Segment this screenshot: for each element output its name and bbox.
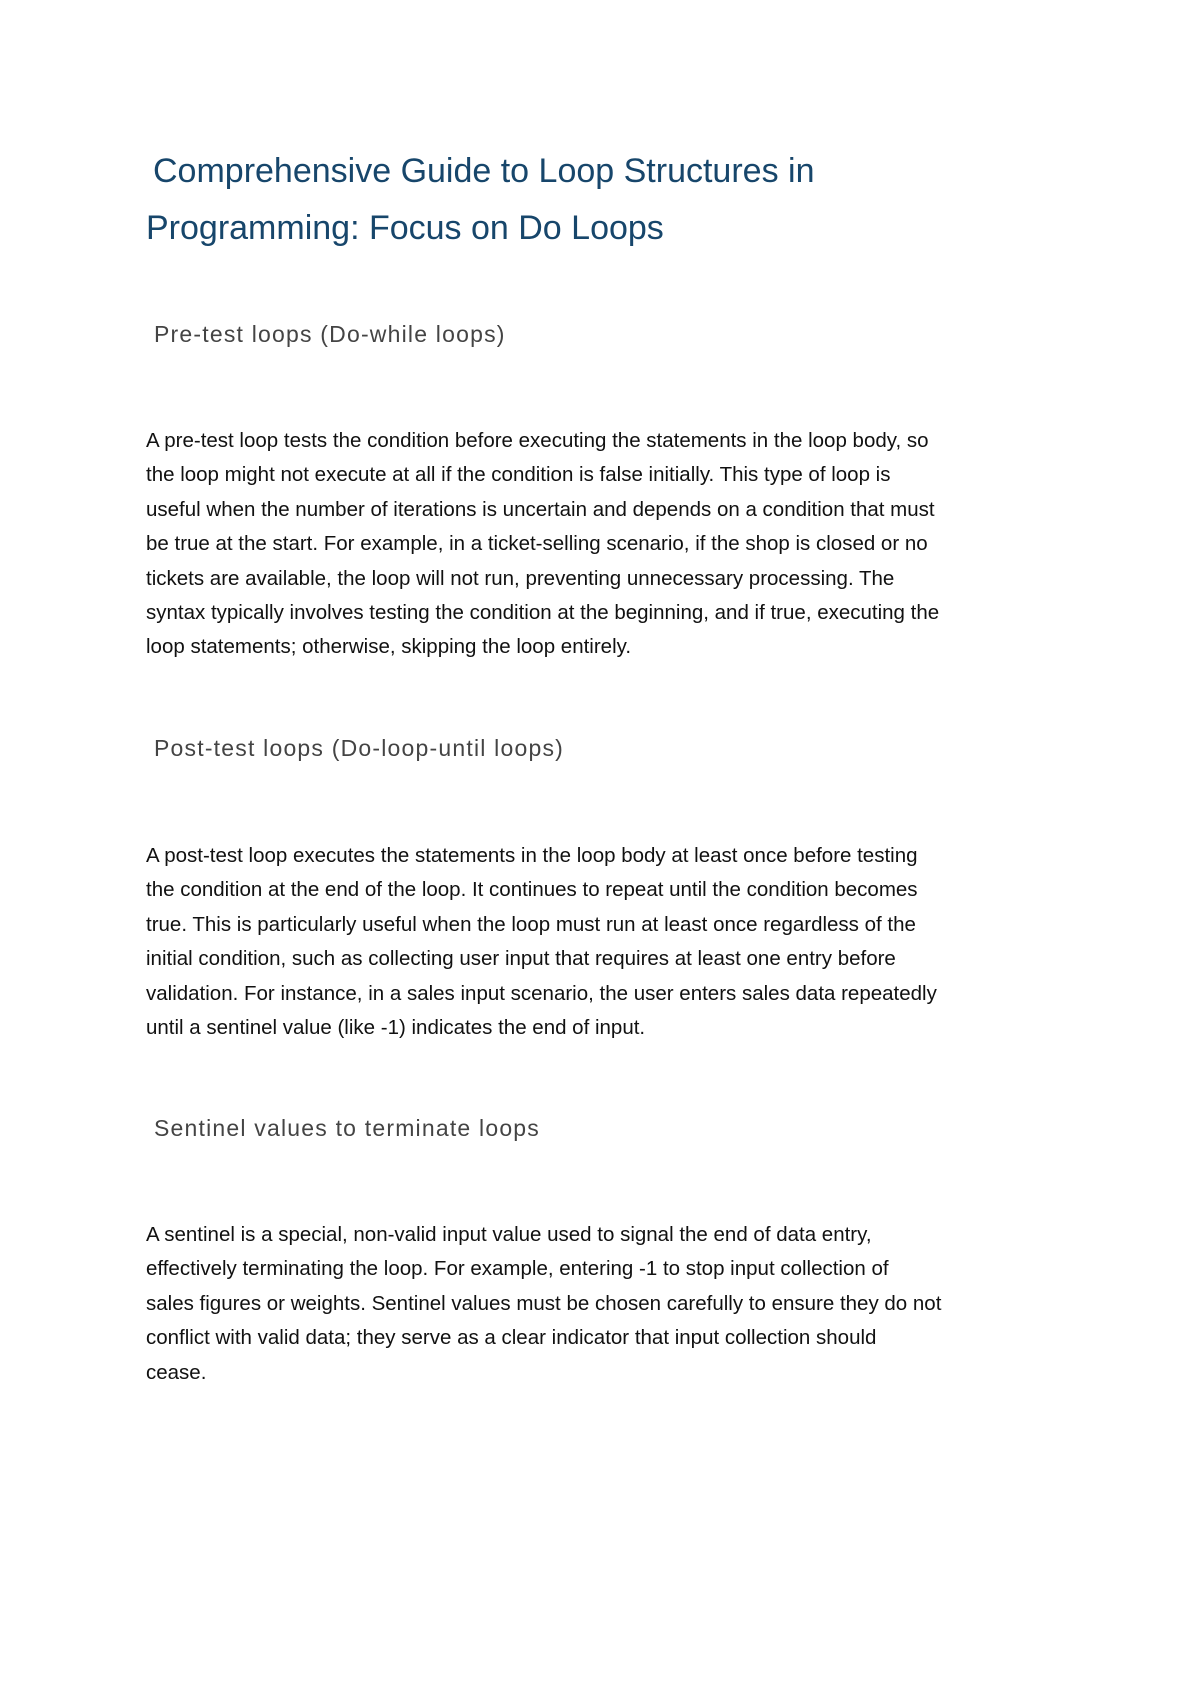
paragraph-line: tickets are available, the loop will not run, preventing unnecessary processing. The [146, 566, 895, 590]
paragraph-line: sales figures or weights. Sentinel values must be chosen carefully to ensure they do not [146, 1291, 942, 1315]
paragraph-line: the condition at the end of the loop. It continues to repeat until the condition becomes [146, 878, 918, 902]
paragraph-line: A sentinel is a special, non-valid input value used to signal the end of data entry, [146, 1223, 872, 1246]
paragraph-line: initial condition, such as collecting user input that requires at least one entry before [146, 947, 896, 971]
document-title [146, 143, 1066, 257]
paragraph-line: conflict with valid data; they serve as a clear indicator that input collection should [146, 1326, 877, 1350]
paragraph-line: until a sentinel value (like -1) indicates the end of input. [146, 1016, 646, 1040]
paragraph-line: the loop might not execute at all if the condition is false initially. This type of loop is [146, 463, 891, 487]
section-heading-sentinel: Sentinel values to terminate loops [154, 1115, 541, 1141]
paragraph-pre-test [146, 424, 1066, 665]
section-heading-post-test: Post-test loops (Do-loop-until loops) [154, 735, 565, 761]
paragraph-line: validation. For instance, in a sales input scenario, the user enters sales data repeatedly [146, 981, 937, 1005]
section-heading-pre-test: Pre-test loops (Do-while loops) [154, 321, 506, 347]
paragraph-line: A pre-test loop tests the condition before executing the statements in the loop body, so [146, 429, 929, 452]
paragraph-line: useful when the number of iterations is uncertain and depends on a condition that must [146, 497, 935, 521]
paragraph-line: effectively terminating the loop. For example, entering -1 to stop input collection of [146, 1257, 889, 1281]
paragraph-line: cease. [146, 1360, 207, 1384]
paragraph-line: true. This is particularly useful when the loop must run at least once regardless of the [146, 912, 916, 936]
title-line-2: Programming: Focus on Do Loops [146, 209, 664, 247]
paragraph-line: loop statements; otherwise, skipping the loop entirely. [146, 635, 632, 659]
paragraph-line: syntax typically involves testing the condition at the beginning, and if true, executing the [146, 601, 940, 625]
paragraph-sentinel [146, 1218, 1066, 1390]
paragraph-line: be true at the start. For example, in a ticket-selling scenario, if the shop is closed or no [146, 532, 928, 556]
paragraph-post-test [146, 839, 1066, 1045]
paragraph-line: A post-test loop executes the statements in the loop body at least once before testing [146, 844, 918, 867]
title-line-1: Comprehensive Guide to Loop Structures in [153, 152, 815, 190]
